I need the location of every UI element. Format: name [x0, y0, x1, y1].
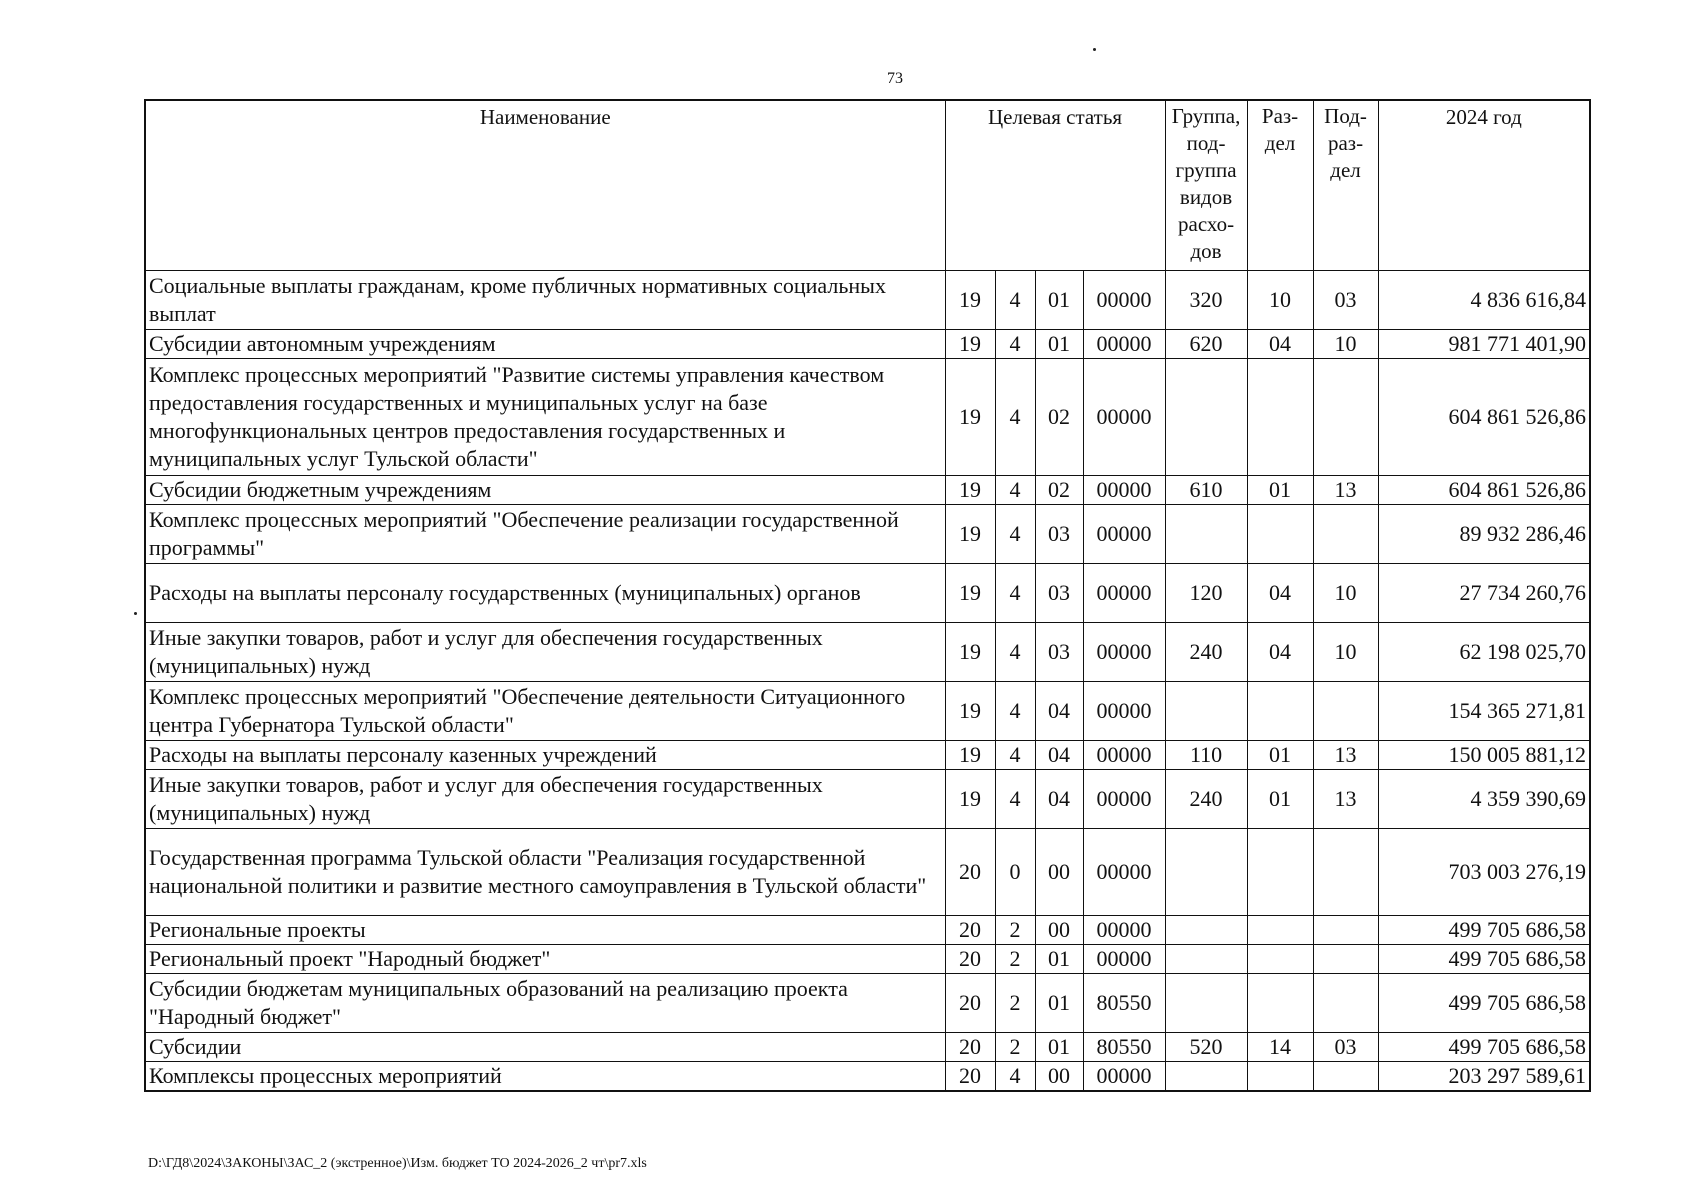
expense-group-code: 110 — [1165, 740, 1247, 769]
target-event-code: 01 — [1035, 270, 1083, 329]
subsection-code — [1313, 828, 1378, 915]
target-direction-code: 80550 — [1083, 1032, 1165, 1061]
target-direction-code: 00000 — [1083, 563, 1165, 622]
section-code — [1247, 681, 1313, 740]
target-direction-code: 00000 — [1083, 681, 1165, 740]
target-direction-code: 80550 — [1083, 973, 1165, 1032]
subsection-code: 13 — [1313, 740, 1378, 769]
section-code — [1247, 828, 1313, 915]
section-code: 14 — [1247, 1032, 1313, 1061]
target-subprogram-code: 2 — [995, 973, 1035, 1032]
budget-table — [144, 99, 1591, 1092]
row-name: Субсидии автономным учреждениям — [145, 329, 945, 358]
section-code: 04 — [1247, 563, 1313, 622]
target-program-code: 20 — [945, 1061, 995, 1091]
section-code: 01 — [1247, 475, 1313, 504]
amount-2024: 62 198 025,70 — [1378, 622, 1590, 681]
amount-2024: 499 705 686,58 — [1378, 973, 1590, 1032]
section-code: 01 — [1247, 769, 1313, 828]
row-name: Социальные выплаты гражданам, кроме публичных нормативных социальных выплат — [145, 270, 945, 329]
target-subprogram-code: 2 — [995, 915, 1035, 944]
target-direction-code: 00000 — [1083, 828, 1165, 915]
header-target-article: Целевая статья — [945, 100, 1165, 270]
target-program-code: 19 — [945, 475, 995, 504]
row-name: Комплекс процессных мероприятий "Обеспечение деятельности Ситуационного центра Губернатора Тульской области" — [145, 681, 945, 740]
amount-2024: 499 705 686,58 — [1378, 1032, 1590, 1061]
target-subprogram-code: 4 — [995, 681, 1035, 740]
target-subprogram-code: 2 — [995, 944, 1035, 973]
target-program-code: 19 — [945, 563, 995, 622]
expense-group-code: 240 — [1165, 622, 1247, 681]
section-code — [1247, 504, 1313, 563]
target-program-code: 19 — [945, 769, 995, 828]
target-subprogram-code: 2 — [995, 1032, 1035, 1061]
expense-group-code — [1165, 681, 1247, 740]
target-program-code: 19 — [945, 270, 995, 329]
table-row — [145, 270, 1590, 329]
target-direction-code: 00000 — [1083, 270, 1165, 329]
scan-dot — [1093, 48, 1096, 51]
target-event-code: 00 — [1035, 915, 1083, 944]
table-row — [145, 740, 1590, 769]
subsection-code: 10 — [1313, 622, 1378, 681]
target-program-code: 19 — [945, 358, 995, 475]
expense-group-code — [1165, 944, 1247, 973]
section-code: 01 — [1247, 740, 1313, 769]
row-name: Иные закупки товаров, работ и услуг для обеспечения государственных (муниципальных) нужд — [145, 769, 945, 828]
table-row — [145, 475, 1590, 504]
subsection-code — [1313, 358, 1378, 475]
section-code — [1247, 944, 1313, 973]
target-event-code: 01 — [1035, 973, 1083, 1032]
amount-2024: 150 005 881,12 — [1378, 740, 1590, 769]
header-row — [145, 100, 1590, 270]
header-subsection: Под- раз- дел — [1313, 100, 1378, 270]
section-code — [1247, 915, 1313, 944]
table-row — [145, 622, 1590, 681]
table-row — [145, 1032, 1590, 1061]
table-row — [145, 944, 1590, 973]
target-event-code: 01 — [1035, 944, 1083, 973]
target-subprogram-code: 0 — [995, 828, 1035, 915]
target-event-code: 00 — [1035, 1061, 1083, 1091]
target-direction-code: 00000 — [1083, 504, 1165, 563]
target-subprogram-code: 4 — [995, 622, 1035, 681]
expense-group-code — [1165, 973, 1247, 1032]
header-year: 2024 год — [1378, 100, 1590, 270]
row-name: Субсидии бюджетным учреждениям — [145, 475, 945, 504]
row-name: Комплексы процессных мероприятий — [145, 1061, 945, 1091]
expense-group-code: 320 — [1165, 270, 1247, 329]
subsection-code — [1313, 915, 1378, 944]
header-section: Раз- дел — [1247, 100, 1313, 270]
row-name: Комплекс процессных мероприятий "Обеспечение реализации государственной программы" — [145, 504, 945, 563]
subsection-code: 03 — [1313, 1032, 1378, 1061]
target-event-code: 01 — [1035, 329, 1083, 358]
table-row — [145, 358, 1590, 475]
target-program-code: 20 — [945, 973, 995, 1032]
table-row — [145, 329, 1590, 358]
scan-dot — [134, 612, 137, 615]
target-program-code: 20 — [945, 915, 995, 944]
target-subprogram-code: 4 — [995, 270, 1035, 329]
target-event-code: 03 — [1035, 622, 1083, 681]
row-name: Субсидии — [145, 1032, 945, 1061]
target-direction-code: 00000 — [1083, 1061, 1165, 1091]
amount-2024: 27 734 260,76 — [1378, 563, 1590, 622]
target-event-code: 00 — [1035, 828, 1083, 915]
expense-group-code: 120 — [1165, 563, 1247, 622]
expense-group-code — [1165, 504, 1247, 563]
amount-2024: 154 365 271,81 — [1378, 681, 1590, 740]
amount-2024: 703 003 276,19 — [1378, 828, 1590, 915]
subsection-code — [1313, 681, 1378, 740]
table-row — [145, 973, 1590, 1032]
section-code: 04 — [1247, 329, 1313, 358]
target-program-code: 19 — [945, 504, 995, 563]
target-direction-code: 00000 — [1083, 740, 1165, 769]
target-subprogram-code: 4 — [995, 504, 1035, 563]
amount-2024: 499 705 686,58 — [1378, 944, 1590, 973]
subsection-code: 13 — [1313, 769, 1378, 828]
target-event-code: 02 — [1035, 475, 1083, 504]
target-direction-code: 00000 — [1083, 358, 1165, 475]
target-subprogram-code: 4 — [995, 769, 1035, 828]
target-event-code: 01 — [1035, 1032, 1083, 1061]
target-event-code: 03 — [1035, 563, 1083, 622]
target-program-code: 20 — [945, 1032, 995, 1061]
target-subprogram-code: 4 — [995, 358, 1035, 475]
table-row — [145, 504, 1590, 563]
expense-group-code — [1165, 828, 1247, 915]
target-program-code: 19 — [945, 740, 995, 769]
row-name: Субсидии бюджетам муниципальных образований на реализацию проекта "Народный бюджет" — [145, 973, 945, 1032]
amount-2024: 89 932 286,46 — [1378, 504, 1590, 563]
subsection-code — [1313, 504, 1378, 563]
amount-2024: 604 861 526,86 — [1378, 475, 1590, 504]
target-subprogram-code: 4 — [995, 1061, 1035, 1091]
target-event-code: 02 — [1035, 358, 1083, 475]
row-name: Расходы на выплаты персоналу государственных (муниципальных) органов — [145, 563, 945, 622]
target-program-code: 20 — [945, 828, 995, 915]
target-program-code: 19 — [945, 681, 995, 740]
target-direction-code: 00000 — [1083, 915, 1165, 944]
target-direction-code: 00000 — [1083, 622, 1165, 681]
amount-2024: 604 861 526,86 — [1378, 358, 1590, 475]
row-name: Комплекс процессных мероприятий "Развитие системы управления качеством предоставления государственных и муниципальных услуг на базе многофункциональных центров предоставления государственных и муниципальных услуг Тульской области" — [145, 358, 945, 475]
target-event-code: 04 — [1035, 769, 1083, 828]
target-direction-code: 00000 — [1083, 769, 1165, 828]
section-code — [1247, 1061, 1313, 1091]
target-subprogram-code: 4 — [995, 563, 1035, 622]
target-subprogram-code: 4 — [995, 329, 1035, 358]
expense-group-code: 240 — [1165, 769, 1247, 828]
subsection-code — [1313, 1061, 1378, 1091]
amount-2024: 499 705 686,58 — [1378, 915, 1590, 944]
page-number: 73 — [887, 70, 903, 87]
section-code: 04 — [1247, 622, 1313, 681]
target-direction-code: 00000 — [1083, 944, 1165, 973]
target-event-code: 04 — [1035, 681, 1083, 740]
target-event-code: 04 — [1035, 740, 1083, 769]
table-row — [145, 563, 1590, 622]
target-direction-code: 00000 — [1083, 329, 1165, 358]
row-name: Региональные проекты — [145, 915, 945, 944]
target-program-code: 20 — [945, 944, 995, 973]
table-row — [145, 1061, 1590, 1091]
amount-2024: 4 836 616,84 — [1378, 270, 1590, 329]
subsection-code: 13 — [1313, 475, 1378, 504]
expense-group-code: 610 — [1165, 475, 1247, 504]
table-row — [145, 828, 1590, 915]
section-code — [1247, 973, 1313, 1032]
subsection-code: 10 — [1313, 329, 1378, 358]
expense-group-code: 620 — [1165, 329, 1247, 358]
target-direction-code: 00000 — [1083, 475, 1165, 504]
section-code — [1247, 358, 1313, 475]
subsection-code — [1313, 973, 1378, 1032]
target-subprogram-code: 4 — [995, 740, 1035, 769]
footer-file-path: D:\ГД8\2024\ЗАКОНЫ\ЗАС_2 (экстренное)\Изм. бюджет ТО 2024-2026_2 чт\pr7.xls — [148, 1156, 647, 1171]
expense-group-code: 520 — [1165, 1032, 1247, 1061]
target-program-code: 19 — [945, 622, 995, 681]
amount-2024: 203 297 589,61 — [1378, 1061, 1590, 1091]
subsection-code: 03 — [1313, 270, 1378, 329]
expense-group-code — [1165, 358, 1247, 475]
row-name: Иные закупки товаров, работ и услуг для обеспечения государственных (муниципальных) нужд — [145, 622, 945, 681]
row-name: Региональный проект "Народный бюджет" — [145, 944, 945, 973]
target-event-code: 03 — [1035, 504, 1083, 563]
header-name: Наименование — [145, 100, 945, 270]
target-subprogram-code: 4 — [995, 475, 1035, 504]
expense-group-code — [1165, 915, 1247, 944]
row-name: Расходы на выплаты персоналу казенных учреждений — [145, 740, 945, 769]
expense-group-code — [1165, 1061, 1247, 1091]
subsection-code — [1313, 944, 1378, 973]
table-row — [145, 769, 1590, 828]
row-name: Государственная программа Тульской области "Реализация государственной национальной политики и развитие местного самоуправления в Тульской области" — [145, 828, 945, 915]
header-group: Группа, под- группа видов расхо- дов — [1165, 100, 1247, 270]
table-row — [145, 681, 1590, 740]
amount-2024: 981 771 401,90 — [1378, 329, 1590, 358]
subsection-code: 10 — [1313, 563, 1378, 622]
target-program-code: 19 — [945, 329, 995, 358]
amount-2024: 4 359 390,69 — [1378, 769, 1590, 828]
section-code: 10 — [1247, 270, 1313, 329]
table-row — [145, 915, 1590, 944]
